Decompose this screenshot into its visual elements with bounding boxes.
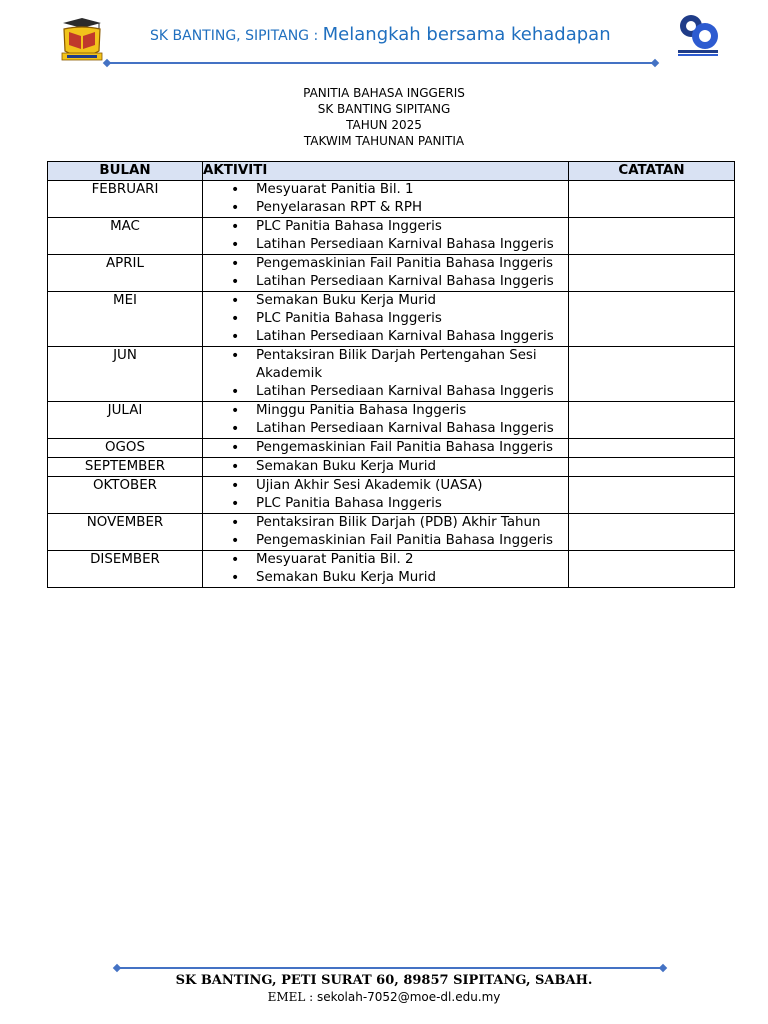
activity-cell (203, 514, 569, 551)
table-row (48, 218, 735, 255)
activity-list (203, 551, 568, 587)
activity-item: • Mesyuarat Panitia Bil. 2 (203, 551, 568, 569)
activity-item: • Penyelarasan RPT & RPH (203, 199, 568, 217)
activity-item: • Mesyuarat Panitia Bil. 1 (203, 181, 568, 199)
month-cell: APRIL (48, 255, 203, 292)
table-row (48, 255, 735, 292)
school-email-line (0, 989, 768, 1005)
table-row (48, 292, 735, 347)
notes-cell (569, 458, 735, 477)
title-calendar: TAKWIM TAHUNAN PANITIA (303, 134, 465, 148)
activity-list (203, 458, 568, 476)
document-title-block (0, 85, 768, 149)
notes-cell (569, 551, 735, 588)
month-cell: NOVEMBER (48, 514, 203, 551)
column-header-notes: CATATAN (569, 162, 735, 181)
activity-list (203, 181, 568, 217)
month-cell: MAC (48, 218, 203, 255)
email-address: sekolah-7052@moe-dl.edu.my (317, 990, 501, 1004)
activity-cell (203, 347, 569, 402)
activity-list (203, 292, 568, 346)
activity-cell (203, 402, 569, 439)
column-header-month: BULAN (48, 162, 203, 181)
notes-cell (569, 181, 735, 218)
month-cell: OGOS (48, 439, 203, 458)
activity-item: • Latihan Persediaan Karnival Bahasa Inggeris (203, 328, 568, 346)
notes-cell (569, 439, 735, 458)
letterhead-title (150, 24, 611, 45)
table-row (48, 181, 735, 218)
activity-list (203, 514, 568, 550)
notes-cell (569, 218, 735, 255)
email-label: EMEL : (267, 990, 318, 1004)
school-motto: Melangkah bersama kehadapan (322, 24, 611, 45)
activity-item: • Latihan Persediaan Karnival Bahasa Inggeris (203, 383, 568, 401)
activity-cell (203, 181, 569, 218)
activity-item: • Pentaksiran Bilik Darjah (PDB) Akhir Tahun (203, 514, 568, 532)
anniversary-25-logo (674, 12, 722, 58)
activity-item: • Latihan Persediaan Karnival Bahasa Inggeris (203, 420, 568, 438)
table-header-row (48, 162, 735, 181)
activity-list (203, 439, 568, 457)
activity-list (203, 255, 568, 291)
activity-list (203, 347, 568, 401)
table-row (48, 402, 735, 439)
activity-cell (203, 255, 569, 292)
table-row (48, 439, 735, 458)
activity-list (203, 477, 568, 513)
month-cell: OKTOBER (48, 477, 203, 514)
title-year: TAHUN 2025 (346, 118, 422, 132)
activity-item: • Latihan Persediaan Karnival Bahasa Inggeris (203, 236, 568, 254)
footer-divider (117, 967, 663, 969)
school-crest-logo (57, 17, 107, 63)
letterhead-footer (0, 973, 768, 1005)
notes-cell (569, 402, 735, 439)
activity-cell (203, 477, 569, 514)
activity-list (203, 218, 568, 254)
table-body (48, 181, 735, 588)
annual-calendar-table (47, 161, 735, 588)
activity-list (203, 402, 568, 438)
school-name: SK BANTING, SIPITANG : (150, 28, 323, 44)
header-divider (107, 62, 655, 64)
activity-item: • Semakan Buku Kerja Murid (203, 292, 568, 310)
notes-cell (569, 514, 735, 551)
activity-cell (203, 218, 569, 255)
activity-cell (203, 458, 569, 477)
activity-item: • Minggu Panitia Bahasa Inggeris (203, 402, 568, 420)
activity-cell (203, 551, 569, 588)
notes-cell (569, 292, 735, 347)
month-cell: SEPTEMBER (48, 458, 203, 477)
activity-item: • PLC Panitia Bahasa Inggeris (203, 495, 568, 513)
title-committee: PANITIA BAHASA INGGERIS (303, 86, 465, 100)
month-cell: MEI (48, 292, 203, 347)
table-row (48, 347, 735, 402)
month-cell: FEBRUARI (48, 181, 203, 218)
month-cell: DISEMBER (48, 551, 203, 588)
column-header-activity: AKTIVITI (203, 162, 569, 181)
activity-item: • Pengemaskinian Fail Panitia Bahasa Inggeris (203, 532, 568, 550)
school-address: SK BANTING, PETI SURAT 60, 89857 SIPITANG, SABAH. (175, 973, 593, 988)
activity-item: • Semakan Buku Kerja Murid (203, 569, 568, 587)
activity-cell (203, 292, 569, 347)
title-school: SK BANTING SIPITANG (317, 102, 451, 116)
activity-item: • Ujian Akhir Sesi Akademik (UASA) (203, 477, 568, 495)
notes-cell (569, 477, 735, 514)
activity-item: • Pengemaskinian Fail Panitia Bahasa Inggeris (203, 255, 568, 273)
month-cell: JUN (48, 347, 203, 402)
table-row (48, 477, 735, 514)
notes-cell (569, 347, 735, 402)
activity-item: • PLC Panitia Bahasa Inggeris (203, 218, 568, 236)
activity-item: • Pentaksiran Bilik Darjah Pertengahan Sesi Akademik (203, 347, 568, 383)
activity-item: • Semakan Buku Kerja Murid (203, 458, 568, 476)
activity-item: • Latihan Persediaan Karnival Bahasa Inggeris (203, 273, 568, 291)
table-row (48, 514, 735, 551)
activity-cell (203, 439, 569, 458)
notes-cell (569, 255, 735, 292)
month-cell: JULAI (48, 402, 203, 439)
table-row (48, 458, 735, 477)
activity-item: • PLC Panitia Bahasa Inggeris (203, 310, 568, 328)
activity-item: • Pengemaskinian Fail Panitia Bahasa Inggeris (203, 439, 568, 457)
table-row (48, 551, 735, 588)
